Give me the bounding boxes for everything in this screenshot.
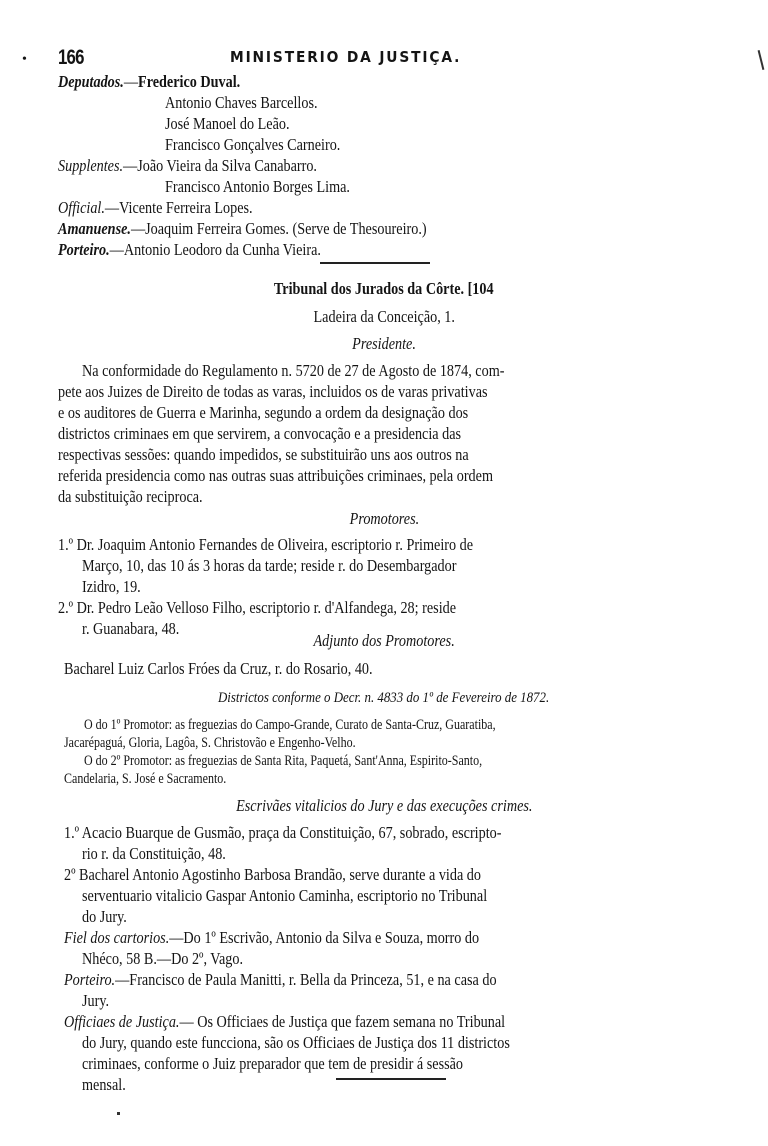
dash: —: [123, 72, 139, 91]
role-label: Officiaes de Justiça.: [64, 1012, 180, 1031]
official-entry-deputados: [58, 71, 240, 92]
official-name: João Vieira da Silva Canabarro.: [137, 156, 317, 175]
role-label: Supplentes.: [58, 156, 124, 175]
page-number: 166: [58, 46, 84, 69]
official-name-line: Francisco Gonçalves Carneiro.: [165, 135, 341, 154]
stray-mark: •: [22, 52, 27, 67]
margin-mark: [758, 50, 765, 70]
official-entry-amanuense: [58, 218, 427, 239]
districto-line: O do 2º Promotor: as freguezias de Santa Rita, Paquetá, Sant'Anna, Espirito-Santo,: [84, 753, 483, 769]
officiaes-entry: Officiaes de Justiça.— Os Officiaes de Justiça que fazem semana no Tribunal do Jury, quando este funcciona, são os Officiaes de Justiça dos 11 districtos criminaes, conforme o Juiz preparador que tem de presidir á sessão mensal.: [64, 1012, 510, 1094]
role-label: Amanuense.: [58, 219, 131, 238]
official-name: Joaquim Ferreira Gomes. (Serve de Thesoureiro.): [145, 219, 427, 238]
districto-line: Jacarépaguá, Gloria, Lagôa, S. Christovão e Engenho-Velho.: [64, 735, 356, 751]
official-name-line: Francisco Antonio Borges Lima.: [165, 177, 350, 196]
official-name-line: Antonio Chaves Barcellos.: [165, 93, 318, 112]
running-title: MINISTERIO DA JUSTIÇA.: [230, 48, 462, 66]
role-label: Deputados.: [58, 72, 124, 91]
official-entry-official: [58, 197, 253, 218]
official-name: Antonio Leodoro da Cunha Vieira.: [123, 240, 321, 259]
subheading-escrivaes: Escrivães vitalicios do Jury e das execuções crimes.: [235, 796, 533, 815]
subheading-presidente: Presidente.: [352, 334, 416, 353]
official-name: Vicente Ferreira Lopes.: [119, 198, 253, 217]
districto-line: Candelaria, S. José e Sacramento.: [64, 771, 227, 787]
end-divider: [336, 1078, 446, 1080]
subheading-adjunto: Adjunto dos Promotores.: [313, 631, 455, 650]
escrivao-entry: 1.º Acacio Buarque de Gusmão, praça da Constituição, 67, sobrado, escripto- rio r. da Constituição, 48.: [64, 823, 502, 863]
promotor-entry: 1.º Dr. Joaquim Antonio Fernandes de Oliveira, escriptorio r. Primeiro de Março, 10, das 10 ás 3 horas da tarde; reside r. do Desembargador Izidro, 19.: [58, 535, 474, 596]
subheading-promotores: Promotores.: [349, 509, 419, 528]
escrivao-entry: 2º Bacharel Antonio Agostinho Barbosa Brandão, serve durante a vida do serventuario vitalicio Gaspar Antonio Caminha, escriptorio no Tribunal do Jury.: [64, 865, 488, 926]
section-divider: [320, 262, 430, 264]
presidente-paragraph: Na conformidade do Regulamento n. 5720 de 27 de Agosto de 1874, com- pete aos Juizes de Direito de todas as varas, incluidos os de varas privativas e os auditores de Guerra e Marinha, segundo a ordem da designação dos districtos criminaes em que servirem, a convocação e a presidencia das respectivas sessões: quando impedidos, se substituirão uns aos outros na referida presidencia como nas outras suas attribuições criminaes, pela ordem da substituição reciproca.: [58, 361, 505, 506]
official-name: Frederico Duval.: [138, 72, 241, 91]
role-label: Fiel dos cartorios.: [64, 928, 170, 947]
dash: —: [109, 240, 124, 259]
role-label: Official.: [58, 198, 105, 217]
dash: —: [123, 156, 138, 175]
dash: —: [104, 198, 120, 217]
running-header: [0, 46, 768, 72]
districto-line: O do 1º Promotor: as freguezias do Campo-Grande, Curato de Santa-Cruz, Guaratiba,: [84, 717, 496, 733]
porteiro-entry: Porteiro.—Francisco de Paula Manitti, r. Bella da Princeza, 51, e na casa do Jury.: [64, 970, 497, 1010]
adjunto-entry: Bacharel Luiz Carlos Fróes da Cruz, r. do Rosario, 40.: [64, 659, 373, 678]
subheading-districtos: Districtos conforme o Decr. n. 4833 do 1º de Fevereiro de 1872.: [218, 690, 550, 706]
official-entry-porteiro: [58, 239, 321, 260]
official-name-line: José Manoel do Leão.: [165, 114, 290, 133]
fiel-entry: Fiel dos cartorios.—Do 1º Escrivão, Antonio da Silva e Souza, morro do Nhéco, 58 B.—Do 2º, Vago.: [64, 928, 480, 968]
role-label: Porteiro.: [58, 240, 110, 259]
official-entry-supplentes: [58, 155, 317, 176]
stray-mark: [117, 1112, 120, 1115]
section-title: Tribunal dos Jurados da Côrte. [104: [274, 279, 494, 298]
role-label: Porteiro.: [64, 970, 116, 989]
promotor-entry: 2.º Dr. Pedro Leão Velloso Filho, escriptorio r. d'Alfandega, 28; reside r. Guanabara, 48.: [58, 598, 457, 638]
dash: —: [130, 219, 146, 238]
section-address: Ladeira da Conceição, 1.: [313, 307, 455, 326]
